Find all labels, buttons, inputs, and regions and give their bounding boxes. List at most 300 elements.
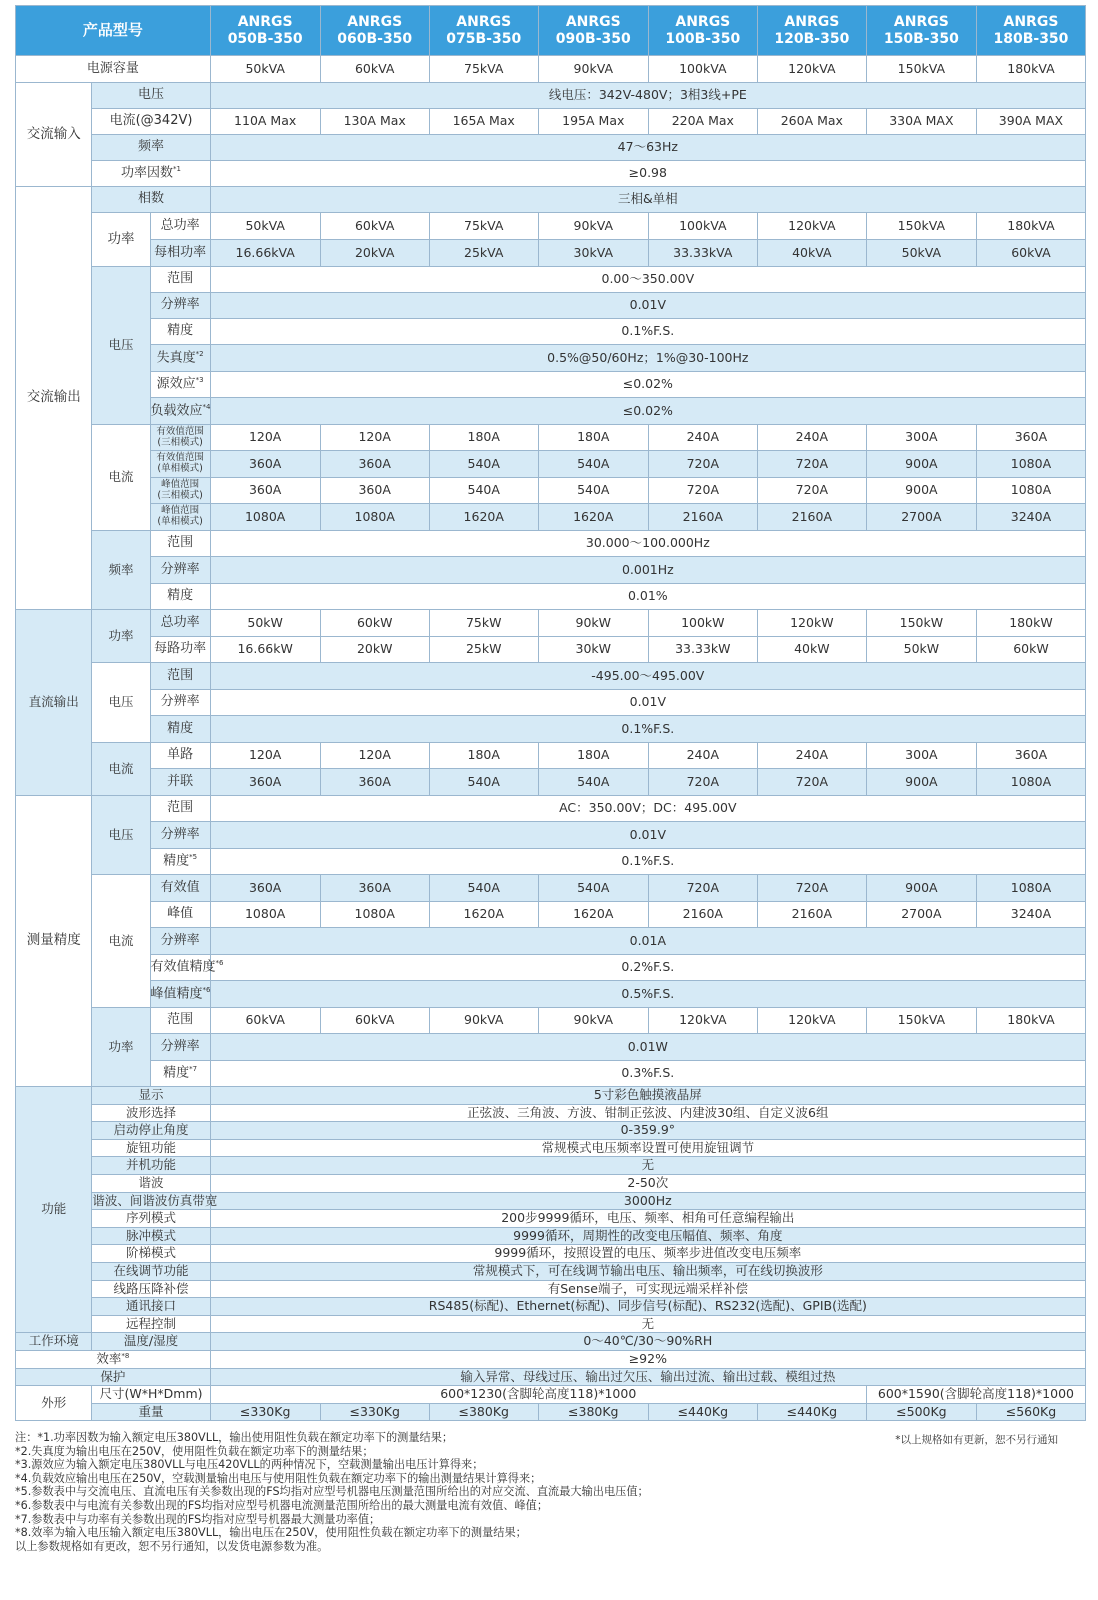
group-label-text: 电流 [108,469,134,485]
value-cell-text: 180kVA [1007,60,1055,76]
value-cell [757,875,866,902]
value-cell [429,240,538,267]
value-cell-text: 0.1%F.S. [621,323,675,339]
footnote-mark: *1 [173,165,182,174]
row-label [150,663,210,690]
value-cell [429,425,538,451]
row-label-text: 功率因数 [121,165,174,181]
value-cell-text: 0.5%F.S. [621,985,675,1001]
row-label-text: 负载效应 [150,403,203,419]
value-cell-text: 30.000～100.000Hz [585,535,710,551]
value-cell [866,902,976,928]
row-label-text: 并联 [167,773,194,789]
row-label [150,478,210,504]
row-label [16,1350,211,1368]
table-row [16,1087,1086,1105]
table-row [16,637,1086,663]
value-cell [210,955,1085,981]
value-cell [320,240,429,267]
value-cell-text: 180kW [1009,614,1053,630]
footnote-mark: *7 [189,1065,198,1074]
row-label-text: 精度 [163,853,190,869]
table-row [16,345,1086,372]
value-cell [320,610,429,637]
value-cell-text: 5寸彩色触摸液晶屏 [593,1087,702,1103]
value-cell-text: 180A [577,747,610,763]
row-label-text: 谐波、间谐波仿真带宽 [92,1192,218,1208]
row-label [150,319,210,345]
table-row [16,213,1086,240]
table-row [16,1280,1086,1298]
value-cell [429,56,538,83]
value-cell-text: 1080A [1010,455,1052,471]
value-cell [320,1403,429,1421]
value-cell [210,743,320,769]
value-cell-text: 47～63Hz [617,139,678,155]
value-cell-text: 60kVA [354,217,395,233]
row-label [150,637,210,663]
row-label [150,451,210,478]
value-cell-text: 50kVA [245,60,285,76]
model-series: ANRGS [1003,14,1059,31]
value-cell [210,267,1085,293]
row-label [150,796,210,822]
value-cell [210,451,320,478]
row-label-text: 启动停止角度 [113,1122,189,1138]
table-row [16,1061,1086,1087]
row-label [150,1034,210,1061]
model-number: 150B-350 [883,30,959,47]
value-cell-text: 9999循环，周期性的改变电压幅值、频率、角度 [513,1227,783,1243]
value-cell [976,425,1085,451]
value-cell-text: 无 [641,1157,655,1173]
power-capacity-label-text: 电源容量 [86,60,139,76]
footnote-mark: *4 [202,402,211,411]
value-cell [210,213,320,240]
value-cell [320,478,429,504]
value-cell-text: 180kVA [1007,217,1055,233]
value-cell-text: 3240A [1010,906,1052,922]
value-cell [976,213,1085,240]
value-cell [648,240,757,267]
value-cell [757,1008,866,1034]
value-cell-text: 90kVA [573,60,613,76]
row-label-text: 尺寸(W*H*Dmm) [99,1386,203,1402]
value-cell-text: 输入异常、母线过压、输出过欠压、输出过流、输出过载、模组过热 [460,1368,836,1384]
value-cell [210,1087,1085,1105]
value-cell-text: 720A [686,879,720,895]
value-cell-text: 100kVA [679,60,727,76]
table-row [16,1368,1086,1386]
value-cell-text: 720A [686,482,720,498]
value-cell [210,1227,1085,1245]
row-label-text: 每路功率 [154,641,207,657]
value-cell-text: 60kVA [1011,244,1051,260]
row-label [92,1122,210,1140]
row-label [150,1061,210,1087]
table-row [16,1350,1086,1368]
table-row [16,1245,1086,1263]
value-cell [538,1008,648,1034]
category-functions-text: 功能 [41,1201,67,1217]
model-number: 075B-350 [446,30,522,47]
value-cell [866,637,976,663]
value-cell-text: 0～40℃/30～90%RH [583,1333,713,1349]
value-cell [538,240,648,267]
row-label-text: 波形选择 [126,1104,177,1120]
table-row [16,1298,1086,1316]
value-cell [648,504,757,531]
value-cell [210,319,1085,345]
value-cell [210,1350,1085,1368]
value-cell-text: 120A [248,429,282,445]
value-cell [976,902,1085,928]
value-cell [429,504,538,531]
row-label-text: 分辨率 [160,694,200,710]
value-cell-text: 0.2%F.S. [621,959,675,975]
value-cell-text: ≤330Kg [239,1403,291,1419]
row-label [150,610,210,637]
row-label-text: 重量 [138,1403,164,1419]
value-cell-text: 1620A [463,906,504,922]
value-cell [757,478,866,504]
table-row [16,187,1086,213]
value-cell-text: ≤560Kg [1005,1403,1057,1419]
value-cell [866,451,976,478]
value-cell [320,213,429,240]
row-label-text: 分辨率 [160,1038,200,1054]
row-label-text: 远程控制 [126,1315,177,1331]
value-cell [429,875,538,902]
table-row [16,875,1086,902]
value-cell-text: 360A [358,455,391,471]
footnote-line: *4.负载效应输出电压在250V，空载测量输出电压与使用阻性负载在额定功率下的输出测量结果计算得来； [15,1471,542,1485]
value-cell-text: 75kW [465,614,502,630]
row-label [150,398,210,425]
value-cell [210,531,1085,557]
model-header [210,6,320,56]
table-row [16,928,1086,955]
row-label [150,557,210,584]
category-ac-output [16,187,92,610]
value-cell-text: 120kW [790,614,834,630]
value-cell [429,637,538,663]
label-line-2: (三相模式) [157,489,203,501]
table-row [16,849,1086,875]
value-cell-text: 200步9999循环，电压、频率、相角可任意编程输出 [501,1210,795,1226]
row-label [150,213,210,240]
table-row [16,1333,1086,1351]
value-cell [210,796,1085,822]
row-label [92,83,210,109]
value-cell [210,716,1085,743]
value-cell [210,849,1085,875]
row-label [150,902,210,928]
value-cell-text: 1620A [463,508,504,524]
value-cell-text: 2160A [682,906,723,922]
row-label [150,849,210,875]
value-cell [757,425,866,451]
value-cell-text: 0.01W [627,1038,668,1054]
model-header [648,6,757,56]
row-label-text: 单路 [167,747,194,763]
value-cell [210,478,320,504]
value-cell [757,902,866,928]
category-environment [16,1333,92,1351]
value-cell [210,875,320,902]
value-cell-text: 60kVA [245,1012,285,1028]
row-label-text: 线路压降补偿 [113,1280,189,1296]
value-cell-text: ≥92% [628,1351,667,1367]
value-cell [648,56,757,83]
value-cell-text: 3240A [1010,508,1052,524]
footnote-line: *2.失真度为输出电压在250V，使用阻性负载在额定功率下的测量结果； [15,1444,374,1458]
table-row [16,531,1086,557]
value-cell-text: 0.01% [627,588,668,604]
value-cell [866,504,976,531]
row-label-text: 在线调节功能 [113,1263,189,1279]
value-cell-text: 110A Max [234,113,297,129]
value-cell-text: 2160A [791,508,833,524]
value-cell-text: 600*1590(含脚轮高度118)*1000 [877,1386,1074,1402]
group-label-text: 电压 [108,694,134,710]
row-label [92,1227,210,1245]
value-cell [210,928,1085,955]
value-cell-text: ≤440Kg [786,1403,838,1419]
value-cell [210,83,1085,109]
value-cell-text: 1620A [573,508,614,524]
row-label-text: 每相功率 [154,244,207,260]
value-cell-text: 正弦波、三角波、方波、钳制正弦波、内建波30组、自定义波6组 [467,1104,829,1120]
value-cell-text: 130A Max [343,113,406,129]
value-cell-text: 25kVA [464,244,504,260]
model-number: 060B-350 [337,30,413,47]
value-cell [210,504,320,531]
value-cell [866,1008,976,1034]
value-cell-text: ≤330Kg [349,1403,400,1419]
value-cell-text: 360A [358,879,391,895]
row-label [92,1192,218,1210]
value-cell [429,213,538,240]
power-capacity-label [16,56,211,83]
value-cell-text: 165A Max [452,113,515,129]
value-cell-text: 600*1230(含脚轮高度118)*1000 [440,1386,637,1402]
value-cell [866,1386,1085,1404]
value-cell-text: 720A [795,482,829,498]
value-cell-text: 360A [248,482,282,498]
table-row [16,293,1086,319]
value-cell [538,743,648,769]
value-cell [976,1008,1085,1034]
value-cell [210,1368,1085,1386]
group-label [92,875,150,1008]
table-row [16,504,1086,531]
row-label-text: 总功率 [160,217,200,233]
table-row [16,1210,1086,1228]
category-environment-text: 工作环境 [28,1333,79,1349]
value-cell-text: 0.3%F.S. [621,1065,675,1081]
value-cell-text: 240A [686,429,720,445]
table-row [16,56,1086,83]
category-measurement-text: 测量精度 [26,932,81,949]
row-label [92,1157,210,1175]
footnote-line: *7.参数表中与功率有关参数出现的FS均指对应型号机器最大测量功率值； [15,1512,381,1526]
row-label-text: 分辨率 [160,561,200,577]
value-cell [866,769,976,796]
value-cell-text: 50kVA [901,244,942,260]
value-cell [976,875,1085,902]
category-ac-input [16,83,92,187]
row-label [150,955,224,981]
value-cell-text: 60kVA [354,1012,395,1028]
value-cell [538,56,648,83]
table-row [16,690,1086,716]
value-cell [757,213,866,240]
footnote-line: *3.源效应为输入额定电压380VLL与电压420VLL的两种情况下，空载测量输出电压计算得来； [15,1458,484,1472]
value-cell [648,637,757,663]
model-number: 120B-350 [774,30,850,47]
value-cell-text: 330A MAX [889,113,954,129]
value-cell [866,1403,976,1421]
category-appearance-text: 外形 [41,1395,67,1410]
value-cell-text: 540A [577,773,610,789]
table-row [16,319,1086,345]
value-cell-text: 20kW [356,641,393,657]
value-cell [976,240,1085,267]
value-cell-text: ≤0.02% [622,402,673,418]
value-cell-text: 2160A [791,906,833,922]
value-cell [320,109,429,135]
value-cell-text: 720A [686,773,720,789]
model-series: ANRGS [893,14,949,31]
value-cell-text: 90kVA [573,1012,613,1028]
value-cell-text: 240A [686,747,720,763]
value-cell-text: 900A [905,455,938,471]
group-label [92,267,150,425]
group-label [92,1008,150,1087]
label-line-1: 峰值范围 [161,505,200,517]
row-label [150,981,210,1008]
table-row [16,1174,1086,1192]
row-label [150,716,210,743]
value-cell [210,902,320,928]
label-line-2: (三相模式) [157,436,203,448]
value-cell-text: 360A [358,773,391,789]
value-cell-text: 16.66kVA [235,244,295,260]
value-cell-text: 180A [467,747,500,763]
value-cell [210,1008,320,1034]
value-cell [976,610,1085,637]
footnote-line: *5.参数表中与交流电压、直流电压有关参数出现的FS均指对应型号机器电压测量范围所给出的对应交流、直流最大输出电压值； [15,1485,649,1499]
value-cell [976,56,1085,83]
value-cell [210,1192,1085,1210]
value-cell-text: 240A [795,747,829,763]
value-cell-text: 180kVA [1007,1012,1055,1028]
table-row [16,1139,1086,1157]
row-label [92,1315,210,1333]
group-label-text: 电流 [108,760,134,776]
update-disclaimer: *以上规格如有更新，恕不另行通知 [895,1434,1058,1446]
label-line-1: 有效值范围 [156,425,204,437]
value-cell [320,56,429,83]
row-label-text: 范围 [167,1012,194,1028]
value-cell [210,1034,1085,1061]
row-label-text: 峰值精度 [150,986,203,1002]
value-cell-text: 540A [467,482,500,498]
value-cell-text: 75kVA [464,217,504,233]
value-cell-text: 1080A [354,906,395,922]
value-cell-text: 360A [248,455,282,471]
row-label-text: 电流(@342V) [109,113,193,129]
category-dc-output [16,610,92,796]
value-cell-text: 540A [467,455,500,471]
table-row [16,1386,1086,1404]
value-cell [320,743,429,769]
table-row [16,240,1086,267]
value-cell-text: 1080A [1010,879,1052,895]
value-cell [648,478,757,504]
row-label [92,1104,210,1122]
value-cell [429,1008,538,1034]
model-number: 180B-350 [993,30,1069,47]
category-ac-output-text: 交流输出 [26,389,81,406]
value-cell [866,478,976,504]
value-cell-text: 120A [248,747,282,763]
value-cell [320,425,429,451]
value-cell-text: 360A [248,773,282,789]
value-cell-text: 900A [905,879,938,895]
row-label [150,504,210,531]
row-label [150,293,210,319]
value-cell [320,1008,429,1034]
value-cell-text: 540A [577,879,610,895]
value-cell [210,293,1085,319]
row-label-text: 旋钮功能 [126,1139,177,1155]
value-cell-text: 50kW [247,614,283,630]
value-cell-text: 3000Hz [623,1192,672,1208]
value-cell-text: 2160A [682,508,723,524]
value-cell [210,690,1085,716]
value-cell [976,1403,1085,1421]
category-ac-input-text: 交流输入 [26,125,81,142]
model-series: ANRGS [565,14,621,31]
category-appearance [16,1386,92,1421]
value-cell-text: 220A Max [671,113,734,129]
footnote-line: *6.参数表中与电流有关参数出现的FS均指对应型号机器电流测量范围所给出的最大测量电流有效值、峰值； [15,1498,549,1512]
row-label-text: 阶梯模式 [126,1245,177,1261]
value-cell [210,1122,1085,1140]
value-cell-text: 75kVA [464,60,504,76]
value-cell-text: 0.01V [629,826,667,842]
value-cell [538,425,648,451]
table-row [16,981,1086,1008]
value-cell [210,822,1085,849]
value-cell [538,769,648,796]
row-label [150,769,210,796]
table-row [16,398,1086,425]
value-cell [320,769,429,796]
value-cell-text: 360A [248,879,282,895]
value-cell-text: 360A [358,482,391,498]
value-cell-text: 260A Max [780,113,843,129]
value-cell [648,1403,757,1421]
table-row [16,796,1086,822]
model-header [866,6,976,56]
value-cell-text: 30kVA [573,244,613,260]
row-label [150,822,210,849]
table-row [16,83,1086,109]
row-label-text: 保护 [100,1368,126,1384]
